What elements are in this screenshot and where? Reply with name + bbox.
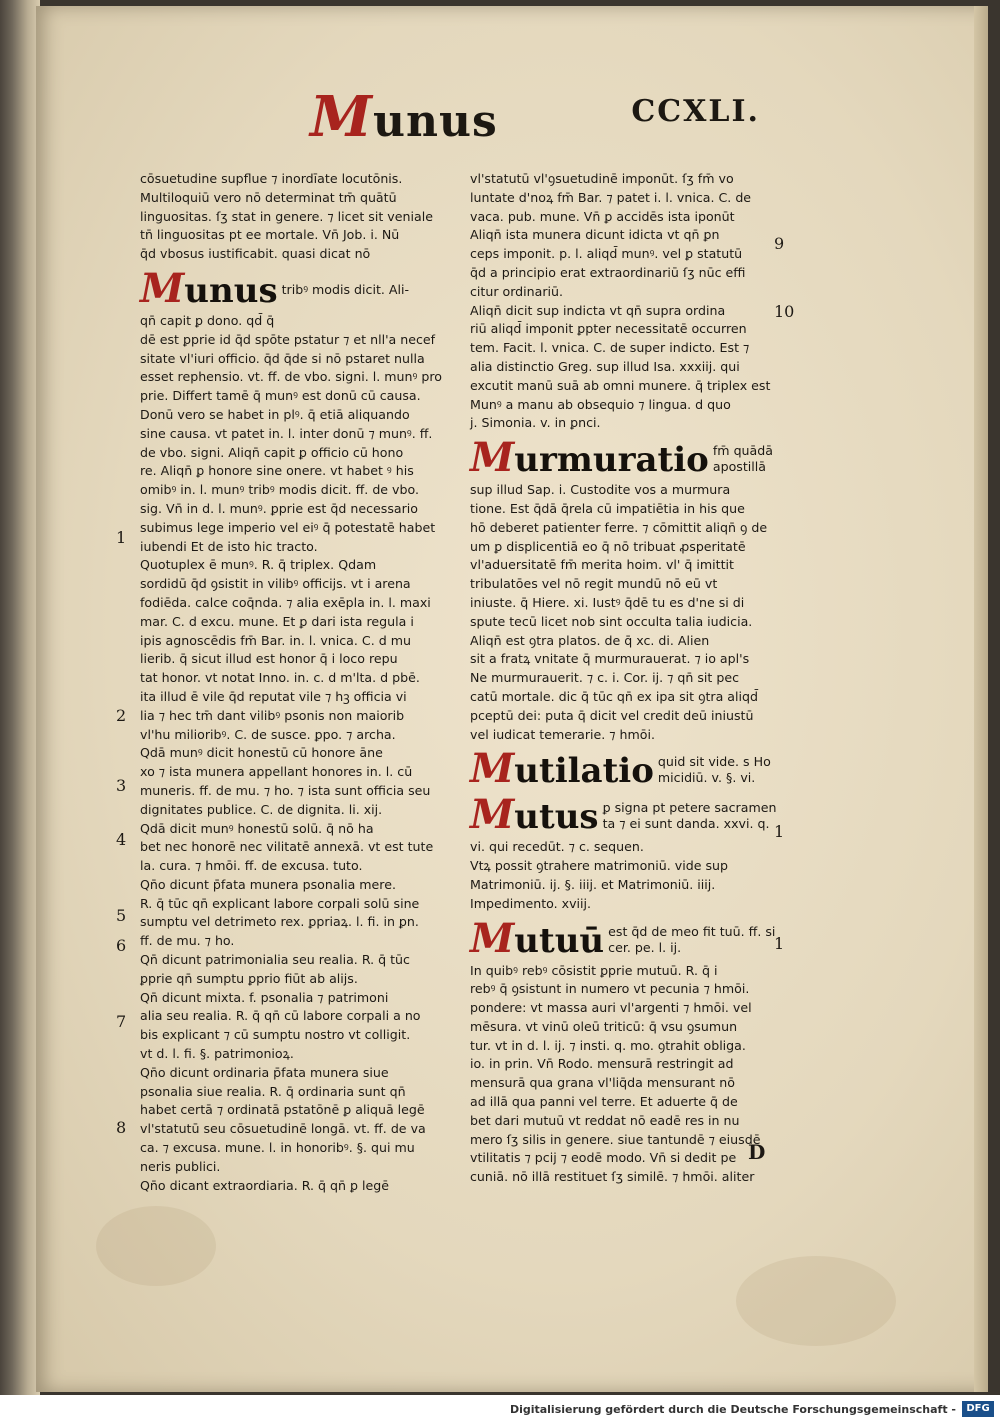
text-line: sig. Vn̄ in d. l. munꝰ. ꝑprie est q̄d necessario (140, 500, 418, 516)
text-line: alia distinctio Greg. sup illud Isa. xxxiij. qui (470, 358, 740, 374)
entry-tail-line: fm̄ quādā (712, 443, 773, 459)
text-line: vt d. l. fi. §. patrimonioꝝ. (140, 1046, 294, 1062)
text-line: ita illud ē vile q̄d reputat vile ⁊ hꝫ officia vi (140, 688, 407, 704)
entry-initial: M (470, 745, 515, 793)
page-edge (974, 6, 988, 1392)
title-initial: M (310, 84, 373, 150)
entry-tail (713, 443, 773, 475)
text-line: catū mortale. dic q̄ tūc qn̄ ex ipa sit ꝯtra aliqd̄ (470, 688, 758, 704)
text-line: Quotuplex ē munꝰ. R. q̄ triplex. Qdam (140, 557, 377, 573)
folio-number: CCXLI. (631, 94, 760, 129)
entry-heading (140, 264, 440, 312)
text-line: muneris. ff. de mu. ⁊ ho. ⁊ ista sunt officia seu (140, 782, 431, 798)
text-line: cōsuetudine supflue ⁊ inordīate locutōnis. (140, 171, 403, 186)
margin-number: 1 (116, 528, 127, 547)
text-line: tione. Est q̄dā q̄rela cū impatiētia in his que (470, 500, 745, 516)
text-line: psonalia siue realia. R. q̄ ordinaria sunt qn̄ (140, 1083, 406, 1099)
text-line: mensurā qua grana vl'liq̄da mensurant nō (470, 1075, 735, 1091)
text-line: alia seu realia. R. q̄ qn̄ cū labore corpali a no (140, 1008, 421, 1024)
text-line: ipis agnoscēdis fm̄ Bar. in. l. vnica. C. d mu (140, 632, 411, 648)
entry-title (470, 434, 709, 482)
text-line: Impedimento. xviij. (470, 895, 592, 911)
text-line: ꝑprie qn̄ sumptu ꝑprio fiūt ab alijs. (140, 970, 358, 986)
entry-initial: M (140, 264, 185, 312)
entry-title-rest: utus (514, 797, 599, 838)
text-line: lierib. q̄ sicut illud est honor q̄ i loco repu (140, 651, 398, 667)
paper-stain (736, 1256, 896, 1346)
entry-initial: M (470, 914, 515, 962)
entry-tail-line: est q̄d de meo fit tuū. ff. si (608, 923, 776, 939)
text-line: sumptu vel detrimeto rex. ꝑpriaꝝ. l. fi. in ꝑn. (140, 914, 419, 930)
text-line: Qn̄o dicant extraordiaria. R. q̄ qn̄ ꝑ legē (140, 1177, 390, 1193)
text-line: vl'hu milioribꝰ. C. de susce. ꝑpo. ⁊ archa. (140, 726, 396, 742)
text-line: tribulatōes vel nō regit mundū nō eū vt (470, 576, 718, 592)
margin-number: 8 (116, 1118, 127, 1137)
text-line: bet nec honorē nec vilitatē annexā. vt est tute (140, 839, 434, 855)
text-line: vl'statutū vl'ꝯsuetudinē imponūt. ſʒ fm̄ vo (470, 171, 734, 186)
text-line: tur. vt in d. l. ij. ⁊ insti. q. mo. ꝯtrahit obliga. (470, 1037, 746, 1053)
margin-number: 1 (774, 934, 785, 953)
page-title (310, 84, 498, 150)
text-line: de vbo. signi. Aliqn̄ capit ꝑ officio cū hono (140, 444, 404, 460)
text-line: lia ⁊ hec tm̄ dant vilibꝰ psonis non maiorib (140, 707, 405, 723)
right-column (470, 170, 777, 1187)
text-line: vtilitatis ⁊ pcij ⁊ eodē modo. Vn̄ si dedit pe (470, 1150, 737, 1166)
text-line: Donū vero se habet in plꝰ. q̄ etiā aliquando (140, 406, 410, 422)
title-rest: unus (373, 96, 498, 147)
entry-tail (282, 282, 409, 298)
entry-title-rest: unus (184, 270, 278, 311)
margin-number: 3 (116, 776, 127, 795)
text-line: iniuste. q̄ Hiere. xi. Iustꝰ q̄dē tu es d'ne si di (470, 594, 745, 610)
entry-title (470, 914, 605, 962)
footer-bar (0, 1395, 1000, 1425)
left-column (140, 170, 440, 1195)
text-line: rebꝰ q̄ ꝯsistunt in numero vt pecunia ⁊ hmōi. (470, 981, 750, 997)
text-line: ff. de mu. ⁊ ho. (140, 933, 235, 949)
entry-tail-line: tribꝰ modis dicit. Ali- (281, 281, 410, 297)
text-line: cuniā. nō illā restituet ſʒ similē. ⁊ hmōi. aliter (470, 1169, 755, 1185)
text-line: sine causa. vt patet in. l. inter donū ⁊ munꝰ. ff. (140, 425, 433, 441)
text-line: ca. ⁊ excusa. mune. l. in honoribꝰ. §. qui mu (140, 1140, 415, 1156)
text-line: Qn̄ dicunt patrimonialia seu realia. R. q̄ tūc (140, 952, 410, 968)
text-line: mero ſʒ silis in genere. siue tantundē ⁊ eiusdē (470, 1131, 761, 1147)
text-line: Aliqn̄ ista munera dicunt idicta vt qn̄ ꝑn (470, 227, 720, 243)
text-line: prie. Differt tamē q̄ munꝰ est donū cū causa. (140, 388, 421, 404)
dfg-logo: DFG (962, 1401, 994, 1417)
text-line: neris publici. (140, 1158, 221, 1174)
text-line: tem. Facit. l. vnica. C. de super indicto. Est ⁊ (470, 340, 750, 356)
text-line: sup illud Sap. i. Custodite vos a murmura (470, 482, 731, 498)
margin-number: 1 (774, 822, 785, 841)
text-line: subimus lege imperio vel eiꝰ q̄ potestatē habet (140, 519, 436, 535)
text-line: luntate d'noꝝ fm̄ Bar. ⁊ patet i. l. vnica. C. de (470, 189, 752, 205)
text-line: omibꝰ in. l. munꝰ tribꝰ modis dicit. ff. de vbo. (140, 482, 419, 498)
entry-tail-line: ꝑ signa pt petere sacramen (602, 800, 777, 816)
text-line: In quibꝰ rebꝰ cōsistit ꝑprie mutuū. R. q̄ i (470, 962, 718, 978)
text-line: xo ⁊ ista munera appellant honores in. l. cū (140, 764, 413, 780)
text-line: bis explicant ⁊ cū sumptu nostro vt colligit. (140, 1027, 411, 1043)
text-line: Qn̄o dicunt p̄fata munera psonalia mere. (140, 876, 396, 892)
margin-number: 7 (116, 1012, 127, 1031)
entry-tail (608, 924, 775, 956)
entry-title (470, 745, 654, 793)
text-line: la. cura. ⁊ hmōi. ff. de excusa. tuto. (140, 858, 363, 874)
text-line: Multiloquiū vero nō determinat tm̄ quātū (140, 189, 397, 205)
text-line: Qdā munꝰ dicit honestū cū honore āne (140, 745, 383, 761)
text-line: pondere: vt massa auri vl'argenti ⁊ hmōi. vel (470, 1000, 752, 1016)
entry-heading (470, 791, 777, 839)
text-line: R. q̄ tūc qn̄ explicant labore corpali solū sine (140, 895, 420, 911)
text-line: io. in prin. Vn̄ Rodo. mensurā restringit ad (470, 1056, 734, 1072)
text-line: um ꝑ displicentiā eo q̄ nō tribuat ꝓsperitatē (470, 538, 746, 554)
running-header (310, 84, 760, 150)
entry-tail-line: micidiū. v. §. vi. (657, 770, 756, 786)
text-line: Aliqn̄ dicit sup indicta vt qn̄ supra ordina (470, 302, 726, 318)
text-line: Aliqn̄ est ꝯtra platos. de q̄ xc. di. Alien (470, 632, 710, 648)
entry-heading (470, 434, 773, 482)
margin-number: 4 (116, 830, 127, 849)
text-line: q̄d a principio erat extraordinariū ſʒ nūc effi (470, 264, 746, 280)
text-line: ceps imponit. p. l. aliqd̄ munꝰ. vel ꝑ statutū (470, 246, 743, 262)
text-line: q̄d vbosus iustificabit. quasi dicat nō (140, 246, 371, 262)
margin-number: 6 (116, 936, 127, 955)
text-line: esset rephensio. vt. ff. de vbo. signi. l. munꝰ pro (140, 369, 442, 385)
margin-number: 10 (774, 302, 795, 321)
entry-initial: M (470, 791, 515, 839)
text-line: qn̄ capit ꝑ dono. qd̄ q̄ (140, 312, 275, 328)
entry-tail-line: quid sit vide. s Ho (657, 754, 771, 770)
text-line: tn̄ linguositas pt ee mortale. Vn̄ Job. i. Nū (140, 227, 400, 243)
margin-number: 2 (116, 706, 127, 725)
entry-tail (603, 800, 777, 832)
text-line: sit a fratꝝ vnitate q̄ murmurauerat. ⁊ io apl's (470, 651, 750, 667)
text-line: bet dari mutuū vt reddat nō eadē res in nu (470, 1112, 740, 1128)
entry-title (470, 791, 599, 839)
text-line: citur ordinariū. (470, 283, 564, 299)
text-line: tat honor. vt notat Inno. in. c. d m'lta. d pbē. (140, 670, 420, 686)
text-line: ad illā qua panni vel terre. Et aduerte q̄ de (470, 1094, 738, 1110)
margin-number: 5 (116, 906, 127, 925)
entry-tail (658, 754, 771, 786)
text-line: sitate vl'iuri officio. q̄d q̄de si nō pstaret nulla (140, 350, 425, 366)
text-line: Ne murmurauerit. ⁊ c. i. Cor. ij. ⁊ qn̄ sit pec (470, 670, 740, 686)
text-line: vl'aduersitatē fm̄ merita hoim. vl' q̄ imittit (470, 557, 734, 573)
text-line: linguositas. ſʒ stat in genere. ⁊ licet sit veniale (140, 208, 433, 224)
entry-initial: M (470, 434, 515, 482)
text-line: excutit manū suā ab omni munere. q̄ triplex est (470, 377, 771, 393)
text-line: habet certā ⁊ ordinatā pstatōnē ꝑ aliquā legē (140, 1102, 425, 1118)
text-line: vl'statutū seu cōsuetudinē longā. vt. ff. de va (140, 1121, 426, 1137)
entry-tail-line: cer. pe. l. ij. (608, 939, 682, 955)
text-line: Qdā dicit munꝰ honestū solū. q̄ nō ha (140, 820, 374, 836)
text-line: Vtꝝ possit ꝯtrahere matrimoniū. vide sup (470, 858, 728, 874)
text-line: mēsura. vt vinū oleū triticū: q̄ vsu ꝯsumun (470, 1018, 738, 1034)
book-spine (0, 0, 40, 1395)
text-line: Munꝰ a manu ab obsequio ⁊ lingua. d quo (470, 396, 731, 412)
text-line: spute tecū licet nob sint occulta talia iudicia. (470, 613, 753, 629)
text-line: mar. C. d excu. mune. Et ꝑ dari ista regula i (140, 613, 414, 629)
text-line: hō deberet patienter ferre. ⁊ cōmittit aliqn̄ ꝯ de (470, 519, 768, 535)
text-line: Matrimoniū. ij. §. iiij. et Matrimoniū. iiij. (470, 876, 716, 892)
text-line: fodiēda. calce coq̄nda. ⁊ alia exēpla in. l. maxi (140, 594, 431, 610)
paper-stain (96, 1206, 216, 1286)
entry-title-rest: urmuratio (514, 440, 709, 481)
entry-title-rest: utilatio (514, 751, 654, 792)
text-line: vi. qui recedūt. ⁊ c. sequen. (470, 839, 644, 855)
catchword: D (748, 1140, 766, 1164)
margin-number: 9 (774, 234, 785, 253)
entry-tail-line: apostillā (712, 459, 766, 475)
entry-title (140, 264, 278, 312)
text-line: Qn̄o dicunt ordinaria p̄fata munera siue (140, 1064, 389, 1080)
text-line: dignitates publice. C. de dignita. li. xij. (140, 801, 383, 817)
text-line: re. Aliqn̄ ꝑ honore sine onere. vt habet ꝰ his (140, 463, 414, 479)
text-line: j. Simonia. v. in ꝑnci. (470, 415, 601, 431)
entry-heading (470, 745, 771, 793)
text-line: sordidū q̄d ꝯsistit in vilibꝰ officijs. vt i arena (140, 576, 411, 592)
text-line: riū aliqd̄ imponit ꝑpter necessitatē occurren (470, 321, 747, 337)
text-line: pceptū dei: puta q̄ dicit vel credit deū iniustū (470, 707, 754, 723)
funding-note: Digitalisierung gefördert durch die Deutsche Forschungsgemeinschaft - (509, 1403, 956, 1416)
text-line: dē est ꝑprie id q̄d spōte pstatur ⁊ et nll'a necef (140, 331, 436, 347)
text-line: iubendi Et de isto hic tracto. (140, 538, 318, 554)
entry-tail-line: ta ⁊ ei sunt danda. xxvi. q. (602, 816, 770, 832)
text-line: vaca. pub. mune. Vn̄ ꝑ accidēs ista iponūt (470, 208, 735, 224)
entry-title-rest: utuū (514, 920, 605, 961)
text-line: vel iudicat temerarie. ⁊ hmōi. (470, 726, 656, 742)
text-line: Qn̄ dicunt mixta. f. psonalia ⁊ patrimoni (140, 989, 389, 1005)
entry-heading (470, 914, 776, 962)
